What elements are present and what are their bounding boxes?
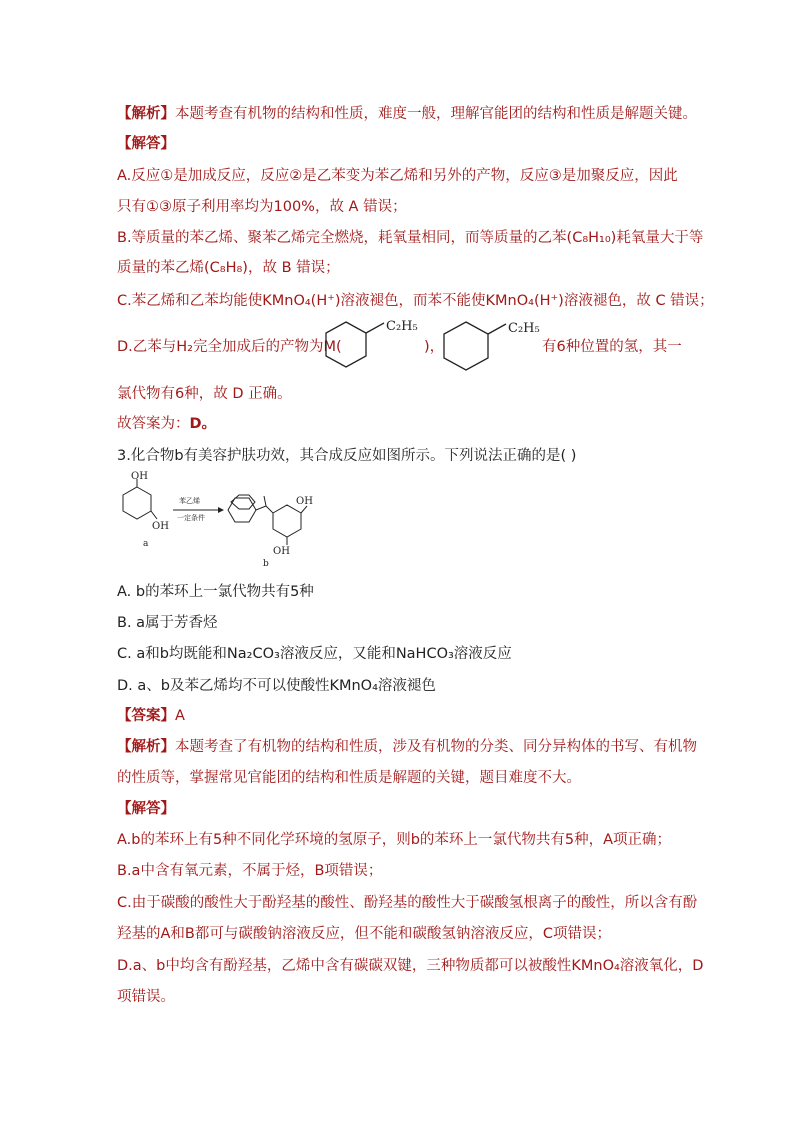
analysis-label: 【解析】: [117, 106, 175, 122]
answer-value: A: [175, 708, 185, 724]
conclusion-prefix: 故答案为：: [117, 416, 190, 432]
q3-analysis-label: 【解析】: [117, 739, 175, 755]
substituent-label-2: C₂H₅: [508, 321, 540, 336]
oh-label-a2: OH: [152, 521, 169, 532]
q3-answer: [117, 706, 185, 726]
reagent-bottom: 一定条件: [177, 514, 205, 522]
answer-label: 【答案】: [117, 708, 175, 724]
q2-option-d-post: 有6种位置的氢，其一: [542, 339, 682, 355]
analysis-text: 本题考查有机物的结构和性质，难度一般，理解官能团的结构和性质是解题关键。: [175, 106, 697, 122]
q3-option-c: C. a和b均既能和Na₂CO₃溶液反应，又能和NaHCO₃溶液反应: [117, 646, 512, 662]
q2-option-b-line2: 质量的苯乙烯(C₈H₈)，故 B 错误；: [117, 260, 340, 276]
q3-option-a: A. b的苯环上一氯代物共有5种: [117, 584, 314, 600]
q2-answer-header: 【解答】: [117, 136, 175, 152]
conclusion-value: D。: [189, 416, 217, 432]
q3-solution-d2: 项错误。: [117, 989, 175, 1005]
q3-analysis-line2: 的性质等，掌握常见官能团的结构和性质是解题的关键，题目难度不大。: [117, 770, 581, 786]
substituent-label-1: C₂H₅: [386, 319, 418, 334]
ethylcyclohexane-structure-1: [318, 318, 430, 378]
q3-option-d: D. a、b及苯乙烯均不可以使酸性KMnO₄溶液褪色: [117, 678, 436, 694]
q3-analysis-line1: [117, 737, 697, 757]
q2-option-a-line2: 只有①③原子利用率均为100%，故 A 错误；: [117, 199, 407, 215]
q2-option-c-line: C.苯乙烯和乙苯均能使KMnO₄(H⁺)溶液褪色，而苯不能使KMnO₄(H⁺)溶液褪色，故 C 错误；: [117, 293, 714, 309]
q2-conclusion: [117, 414, 216, 434]
q3-option-b: B. a属于芳香烃: [117, 615, 218, 631]
q3-solution-c2: 羟基的A和B都可与碳酸钠溶液反应，但不能和碳酸氢钠溶液反应，C项错误；: [117, 926, 611, 942]
q3-solution-d1: D.a、b中均含有酚羟基，乙烯中含有碳碳双键，三种物质都可以被酸性KMnO₄溶液氧化，D: [117, 958, 704, 974]
reagent-top: 苯乙烯: [179, 497, 200, 505]
oh-label-b1: OH: [296, 496, 313, 507]
q3-question: 3.化合物b有美容护肤功效，其合成反应如图所示。下列说法正确的是( ): [117, 448, 577, 464]
q2-option-a-line1: A.反应①是加成反应，反应②是乙苯变为苯乙烯和另外的产物，反应③是加聚反应，因此: [117, 168, 678, 184]
q2-option-d-pre: D.乙苯与H₂完全加成后的产物为M(: [117, 339, 342, 355]
q2-option-d-mid: )，: [424, 339, 445, 355]
q3-answer-header: 【解答】: [117, 801, 175, 817]
q3-solution-b: B.a中含有氧元素，不属于烃，B项错误；: [117, 863, 383, 879]
oh-label-b2: OH: [273, 546, 290, 557]
q3-analysis-text1: 本题考查了有机物的结构和性质，涉及有机物的分类、同分异构体的书写、有机物: [175, 739, 697, 755]
q2-option-d-line2: 氯代物有6种，故 D 正确。: [117, 386, 292, 402]
oh-label-a1: OH: [131, 471, 148, 482]
compound-a-label: a: [143, 539, 149, 549]
ethylcyclohexane-structure-2: [436, 318, 548, 378]
q2-analysis-line: [117, 104, 697, 124]
q2-option-b-line1: B.等质量的苯乙烯、聚苯乙烯完全燃烧，耗氧量相同，而等质量的乙苯(C₈H₁₀)耗氧量大于等: [117, 230, 704, 246]
q3-solution-a: A.b的苯环上有5种不同化学环境的氢原子，则b的苯环上一氯代物共有5种，A项正确；: [117, 832, 672, 848]
q3-solution-c1: C.由于碳酸的酸性大于酚羟基的酸性、酚羟基的酸性大于碳酸氢根离子的酸性，所以含有酚: [117, 895, 698, 911]
compound-b-label: b: [263, 559, 269, 569]
reaction-scheme: [115, 470, 335, 570]
